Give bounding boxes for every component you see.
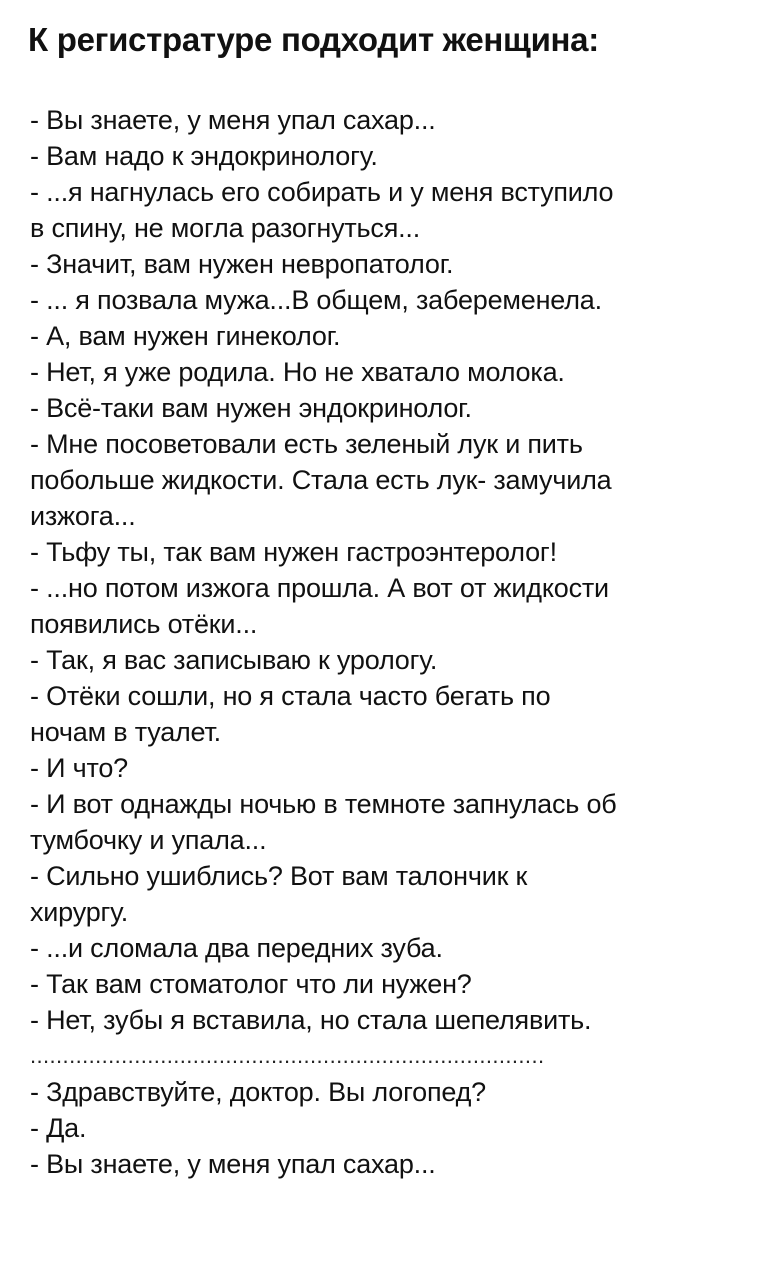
text-line: - Здравствуйте, доктор. Вы логопед?: [30, 1077, 486, 1107]
page-title: К регистратуре подходит женщина:: [28, 21, 599, 58]
dialogue-text: [30, 102, 750, 1182]
text-line: - А, вам нужен гинеколог.: [30, 321, 341, 351]
text-line: - Да.: [30, 1113, 87, 1143]
text-line: побольше жидкости. Стала есть лук- замучила: [30, 465, 612, 495]
text-line: - Так вам стоматолог что ли нужен?: [30, 969, 472, 999]
text-line: появились отёки...: [30, 609, 258, 639]
dotted-separator: ...............................................................................: [30, 1043, 545, 1068]
text-line: - Нет, зубы я вставила, но стала шепелявить.: [30, 1005, 592, 1035]
text-line: тумбочку и упала...: [30, 825, 267, 855]
text-line: - Всё-таки вам нужен эндокринолог.: [30, 393, 472, 423]
text-line: - ... я позвала мужа...В общем, забеременела.: [30, 285, 602, 315]
text-line: - Вам надо к эндокринологу.: [30, 141, 378, 171]
text-line: - Отёки сошли, но я стала часто бегать по: [30, 681, 551, 711]
text-line: - Вы знаете, у меня упал сахар...: [30, 105, 436, 135]
text-line: изжога...: [30, 501, 136, 531]
text-line: - ...и сломала два передних зуба.: [30, 933, 443, 963]
text-line: хирургу.: [30, 897, 129, 927]
text-line: - Вы знаете, у меня упал сахар...: [30, 1149, 436, 1179]
text-line: - Так, я вас записываю к урологу.: [30, 645, 438, 675]
text-line: - Значит, вам нужен невропатолог.: [30, 249, 454, 279]
text-line: - Мне посоветовали есть зеленый лук и пить: [30, 429, 583, 459]
text-line: - ...я нагнулась его собирать и у меня вступило: [30, 177, 614, 207]
text-line: - ...но потом изжога прошла. А вот от жидкости: [30, 573, 609, 603]
text-line: - Тьфу ты, так вам нужен гастроэнтеролог!: [30, 537, 557, 567]
text-line: ночам в туалет.: [30, 717, 221, 747]
text-line: - И что?: [30, 753, 128, 783]
text-line: в спину, не могла разогнуться...: [30, 213, 421, 243]
text-line: - Нет, я уже родила. Но не хватало молока.: [30, 357, 565, 387]
text-line: - И вот однажды ночью в темноте запнулась об: [30, 789, 617, 819]
text-line: - Сильно ушиблись? Вот вам талончик к: [30, 861, 528, 891]
